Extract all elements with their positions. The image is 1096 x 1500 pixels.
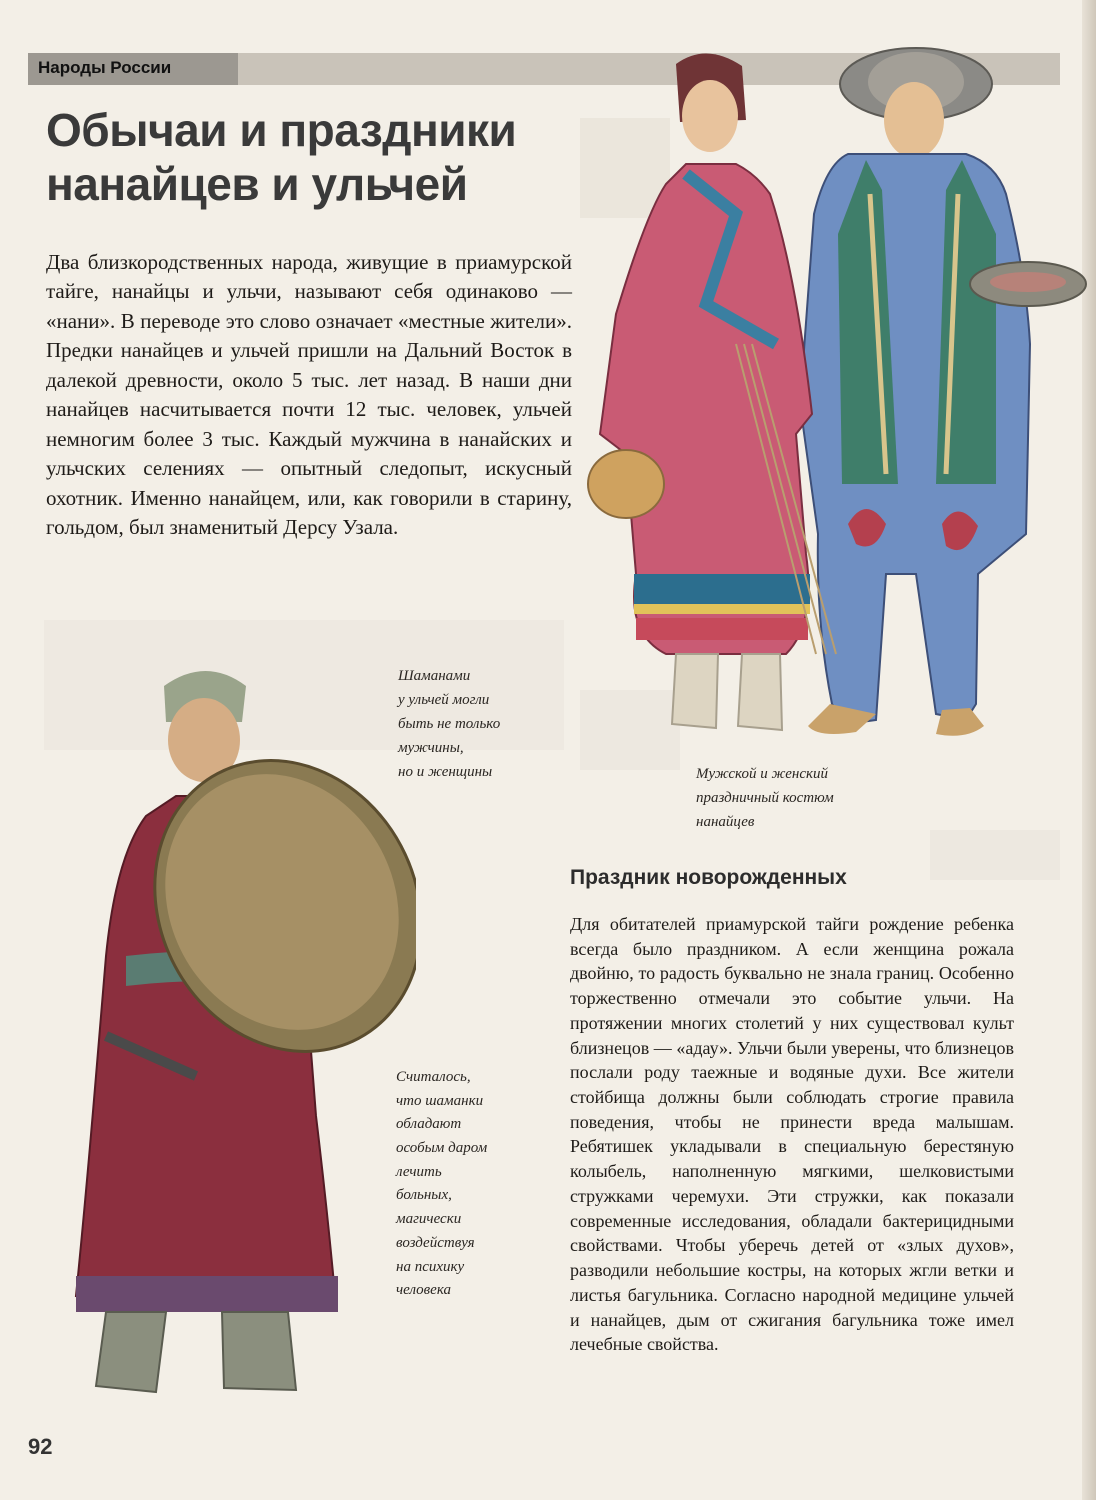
caption-healers: Считалось, что шаманки обладают особым даром лечить больных, магически воздействуя на психику человека (396, 1069, 488, 1299)
bleed-through-text (930, 830, 1060, 880)
caption-costumes: Мужской и женский праздничный костюм нанайцев (696, 766, 834, 830)
nanai-couple-illustration (586, 14, 1092, 750)
woman-figure (588, 53, 836, 730)
page-number: 92 (28, 1434, 53, 1459)
section-body: Для обитателей приамурской тайги рождение ребенка всегда было праздником. А если женщина рожала двойню, то радость буквально не знала границ. Особенно торжественно отмечали это событие ульчи. На протяжении многих столетий у них существовал культ близнецов — «адау». Ульчи были уверены, что близнецов послали роду таежные и водяные духи. Все жители стойбища должны были соблюдать строгие правила поведения, чтобы не принести вреда малышам. Ребятишек укладывали в специальную берестяную колыбель, наполненную мягкими, шелковистыми стружками черемухи. Эти стружки, как показали современные исследования, обладали бактерицидными свойствами. Чтобы уберечь детей от «злых духов», разводили небольшие костры, на которых жгли ветки и листья багульника. Согласно народной медицине ульчей и нанайцев, дым от сжигания багульника тоже имел лечебные свойства. (570, 914, 1014, 1355)
section-heading: Праздник новорожденных (570, 866, 847, 889)
intro-paragraph: Два близкородственных народа, живущие в приамурской тайге, нанайцы и ульчи, называют себя одинаково — «нани». В переводе это слово означает «местные жители». Предки нанайцев и ульчей пришли на Дальний Восток в далекой древности, около 5 тыс. лет назад. В наши дни нанайцев насчитывается почти 12 тыс. человек, ульчей немногим более 3 тыс. Каждый мужчина в нанайских и ульчских селениях — опытный следопыт, искусный охотник. Именно нанайцем, или, как говорили в старину, гольдом, был знаменитый Дерсу Узала. (46, 250, 572, 540)
shaman-woman-illustration (66, 656, 416, 1416)
section-label: Народы России (38, 58, 172, 77)
caption-shamans: Шаманами у ульчей могли быть не только мужчины, но и женщины (398, 668, 501, 780)
man-figure (800, 48, 1086, 736)
page-title: Обычаи и праздники нанайцев и ульчей (46, 104, 517, 210)
